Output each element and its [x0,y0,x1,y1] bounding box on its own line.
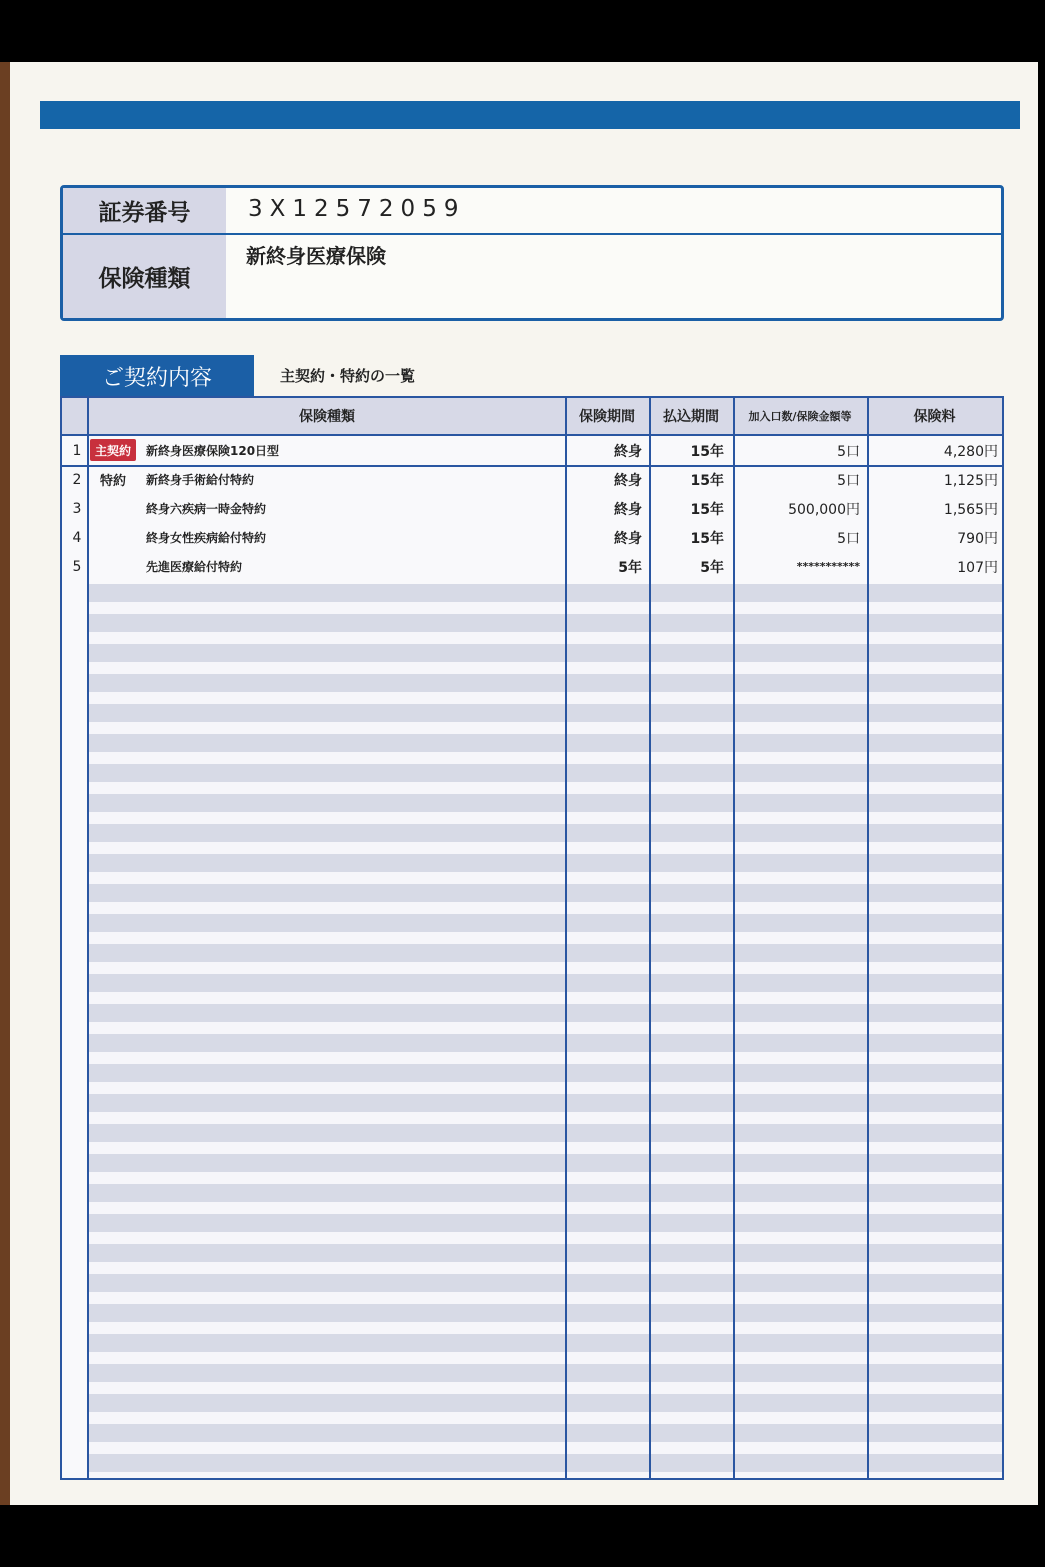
row-payment-period: 15年 [690,501,724,518]
table-row [62,436,1002,467]
row-period: 5年 [618,559,642,576]
contract-kind-label [90,494,136,523]
row-payment-period: 5年 [700,559,724,576]
policy-number-label: 証券番号 [63,188,226,233]
row-premium: 107円 [957,559,998,576]
table-row [62,494,1002,523]
policy-type: 新終身医療保険 [246,244,386,268]
column-divider [649,398,651,1478]
row-premium: 790円 [957,530,998,547]
contract-section-subtitle: 主契約・特約の一覧 [280,367,416,385]
row-period: 終身 [614,530,642,547]
row-period: 終身 [614,501,642,518]
header-payment-period: 払込期間 [663,409,719,425]
row-units: *********** [796,560,860,573]
row-number: 5 [72,558,82,575]
contract-kind-label: 特約 [99,474,126,489]
table-header [62,398,1002,436]
contract-kind-badge: 主契約 [90,439,136,461]
row-number: 4 [72,529,82,546]
row-units: 5口 [837,530,860,547]
row-payment-period: 15年 [690,443,724,460]
header-premium: 保険料 [913,409,956,425]
header-type: 保険種類 [299,409,355,425]
row-premium: 1,565円 [943,501,998,518]
row-number: 1 [72,442,82,459]
contract-kind-label [90,523,136,552]
table-row [62,523,1002,552]
row-name: 新終身医療保険120日型 [146,444,280,458]
row-name: 終身六疾病一時金特約 [146,502,267,516]
column-divider [565,398,567,1478]
row-premium: 1,125円 [943,472,998,489]
contract-section-title: ご契約内容 [60,355,254,398]
row-period: 終身 [614,443,642,460]
table-empty-rows [89,584,1002,1478]
header-bar [40,101,1020,129]
row-number: 3 [72,500,82,517]
table-row [62,552,1002,581]
contract-table [60,396,1004,1480]
row-name: 新終身手術給付特約 [146,473,255,487]
row-units: 5口 [837,443,860,460]
header-units: 加入口数/保険金額等 [748,410,852,423]
row-name: 終身女性疾病給付特約 [146,531,267,545]
table-row [62,465,1002,494]
row-number: 2 [72,471,82,488]
column-divider [867,398,869,1478]
header-period: 保険期間 [579,409,635,425]
row-payment-period: 15年 [690,530,724,547]
row-payment-period: 15年 [690,472,724,489]
policy-info-box [60,185,1004,321]
row-period: 終身 [614,472,642,489]
column-divider [733,398,735,1478]
row-premium: 4,280円 [943,443,998,460]
contract-kind-label [90,552,136,581]
policy-type-label: 保険種類 [63,235,226,318]
row-units: 500,000円 [788,501,860,518]
row-name: 先進医療給付特約 [146,560,243,574]
column-divider [87,398,89,1478]
row-units: 5口 [837,472,860,489]
policy-number: 3X12572059 [248,196,466,222]
